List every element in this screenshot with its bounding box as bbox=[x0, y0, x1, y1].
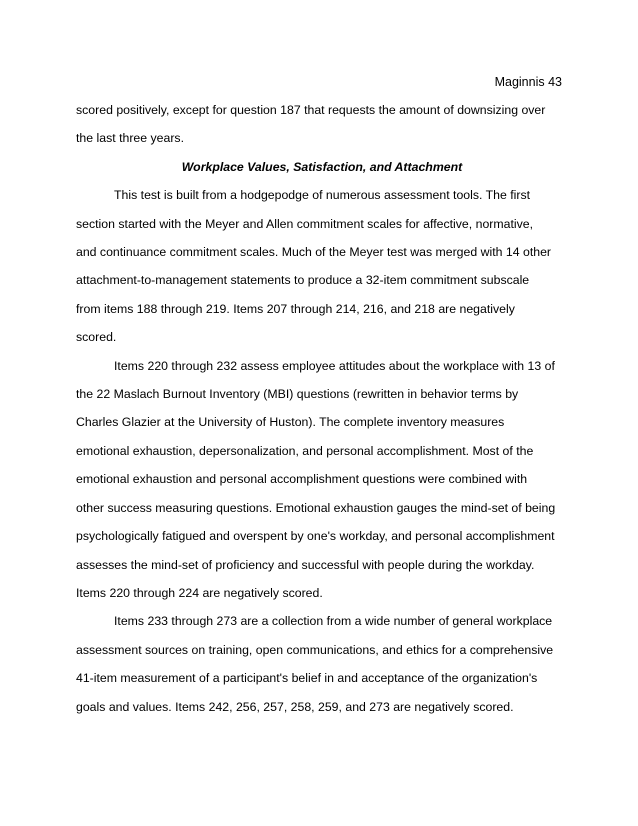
text-line: other success measuring questions. Emotional exhaustion gauges the mind-set of being bbox=[76, 500, 556, 515]
text-line: section started with the Meyer and Allen commitment scales for affective, normative, bbox=[76, 216, 534, 231]
text-line: goals and values. Items 242, 256, 257, 258, 259, and 273 are negatively scored. bbox=[76, 699, 514, 714]
paragraph-1 bbox=[76, 181, 568, 351]
section-heading: Workplace Values, Satisfaction, and Attachment bbox=[181, 159, 463, 174]
text-line: from items 188 through 219. Items 207 through 214, 216, and 218 are negatively bbox=[76, 301, 515, 316]
text-line: and continuance commitment scales. Much of the Meyer test was merged with 14 other bbox=[76, 245, 552, 260]
paragraph-3 bbox=[76, 607, 568, 721]
text-line: 41-item measurement of a participant's belief in and acceptance of the organization's bbox=[76, 671, 538, 686]
text-line: assessment sources on training, open communications, and ethics for a comprehensive bbox=[76, 642, 554, 657]
text-line: scored. bbox=[76, 330, 117, 345]
running-head: Maginnis 43 bbox=[494, 75, 562, 89]
text-line: emotional exhaustion and personal accomplishment questions were combined with bbox=[76, 472, 528, 487]
text-line: Items 233 through 273 are a collection from a wide number of general workplace bbox=[114, 614, 553, 629]
text-line: attachment-to-management statements to produce a 32-item commitment subscale bbox=[76, 273, 530, 288]
paragraph-2 bbox=[76, 352, 568, 608]
text-line: psychologically fatigued and overspent by one's workday, and personal accomplishment bbox=[76, 529, 555, 544]
body-text bbox=[76, 96, 568, 721]
text-line: Items 220 through 232 assess employee attitudes about the workplace with 13 of bbox=[114, 358, 555, 373]
text-line: assesses the mind-set of proficiency and successful with people during the workday. bbox=[76, 557, 535, 572]
text-line: This test is built from a hodgepodge of numerous assessment tools. The first bbox=[114, 188, 531, 203]
text-line: emotional exhaustion, depersonalization, and personal accomplishment. Most of the bbox=[76, 443, 534, 458]
text-line: the 22 Maslach Burnout Inventory (MBI) questions (rewritten in behavior terms by bbox=[76, 387, 519, 402]
opening-paragraph bbox=[76, 96, 568, 153]
text-line: Charles Glazier at the University of Huston). The complete inventory measures bbox=[76, 415, 505, 430]
text-line: the last three years. bbox=[76, 131, 184, 146]
text-line: scored positively, except for question 187 that requests the amount of downsizing over bbox=[76, 103, 546, 117]
text-line: Items 220 through 224 are negatively scored. bbox=[76, 585, 323, 600]
